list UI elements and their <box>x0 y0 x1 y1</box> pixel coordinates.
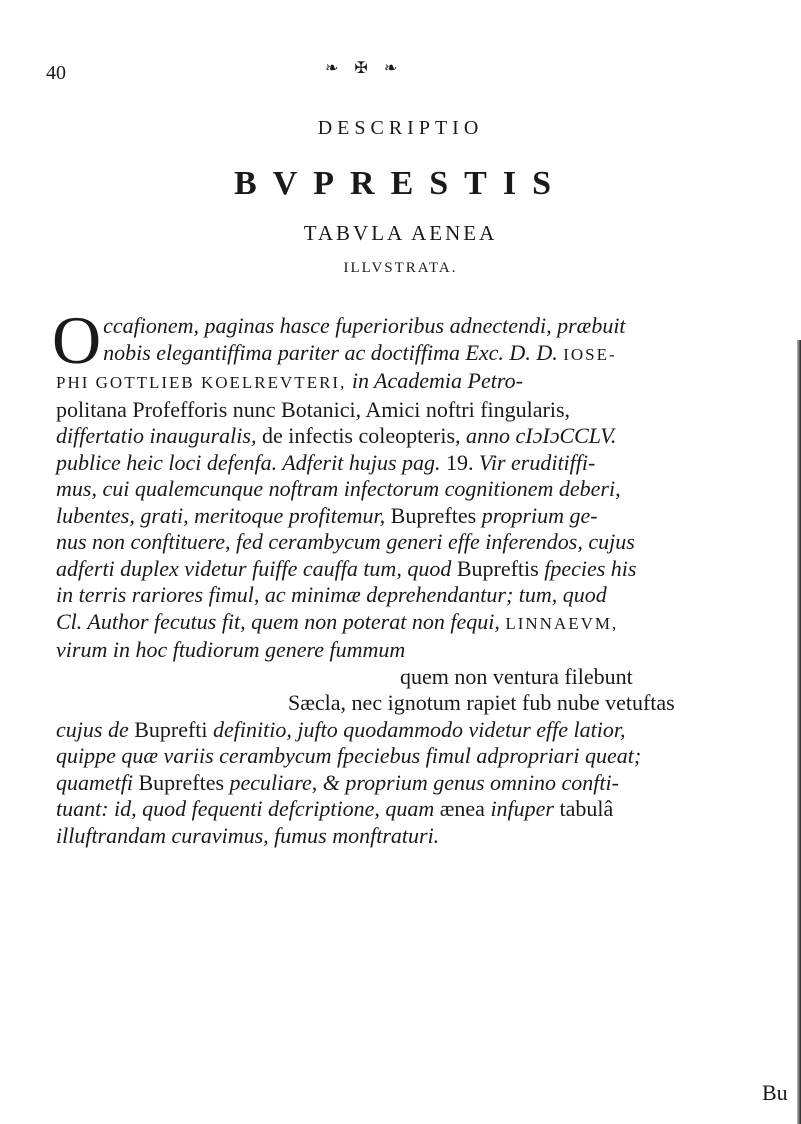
catchword: Bu <box>762 1080 788 1105</box>
text-line: Bupreftis <box>456 555 539 581</box>
page-number: 40 <box>46 62 66 84</box>
text-line: nobis elegantiffima pariter ac doctiffima Exc. D. D. <box>103 339 558 365</box>
text-line: differtatio inauguralis, <box>56 423 257 448</box>
text-line: publice heic loci defenfa. Adferit hujus pag. <box>56 449 441 475</box>
text-line: tuant: id, quod fequenti defcriptione, quam <box>56 796 435 821</box>
title-descriptio: DESCRIPTIO <box>317 117 484 139</box>
title-bvprestis: BVPRESTIS <box>234 165 567 202</box>
text-line: mus, cui qualemcunque noftram infectorum cognitionem deberi, <box>56 476 621 501</box>
text-line: virum in hoc ftudiorum genere fummum <box>56 637 406 662</box>
text-line: de infectis coleopteris, <box>261 423 461 448</box>
text-line: in terris rariores fimul, ac minimæ deprehendantur; tum, quod <box>56 582 607 607</box>
verse-line: quem non ventura filebunt <box>400 663 633 689</box>
text-line: proprium ge- <box>481 502 598 528</box>
text-line: Bupreftes <box>390 502 477 528</box>
text-line: peculiare, & proprium genus omnino confti- <box>229 769 619 795</box>
text-line: nus non conftituere, fed cerambycum generi effe inferendos, cujus <box>56 529 635 554</box>
text-line: politana Profefforis nunc Botanici, Amici noftri fingularis, <box>56 396 571 422</box>
text-line: tabulâ <box>559 796 614 821</box>
title-tabvla-aenea: TABVLA AENEA <box>303 221 498 245</box>
text-line: definitio, jufto quodammodo videtur effe latior, <box>213 716 626 742</box>
text-line: anno cIɔIɔCCLV. <box>466 423 617 448</box>
text-line: Cl. Author fecutus fit, quem non poterat non fequi, <box>56 608 500 634</box>
text-line: infuper <box>490 796 554 821</box>
text-line: ænea <box>439 796 485 821</box>
text-line: Bupreftes <box>138 769 225 795</box>
verse-line: Sæcla, nec ignotum rapiet fub nube vetuftas <box>288 690 675 715</box>
text-line: 19. <box>446 449 474 475</box>
dropcap: O <box>52 302 102 378</box>
text-line: in Academia Petro- <box>351 368 523 393</box>
text-line: lubentes, grati, meritoque profitemur, <box>56 502 386 528</box>
body-text <box>52 302 796 849</box>
text-line: cujus de <box>56 716 129 742</box>
page-edge <box>797 340 801 1124</box>
text-line: adferti duplex videtur fuiffe cauffa tum, quod <box>56 555 452 581</box>
title-illvstrata: ILLVSTRATA. <box>343 260 458 276</box>
header-ornament: ❧ ✠ ❧ <box>325 60 404 77</box>
text-smallcaps: LINNAEVM, <box>505 613 619 633</box>
text-smallcaps: IOSE- <box>563 344 617 364</box>
text-line: fpecies his <box>544 555 637 581</box>
text-line: ccafionem, paginas hasce fuperioribus adnectendi, præbuit <box>103 313 626 338</box>
text-smallcaps: PHI GOTTLIEB KOELREVTERI, <box>56 373 347 392</box>
text-line: quippe quæ variis cerambycum fpeciebus fimul adpropriari queat; <box>56 743 642 768</box>
text-line: illuftrandam curavimus, fumus monftraturi. <box>56 822 440 848</box>
text-line: Buprefti <box>134 716 208 742</box>
text-line: Vir eruditiffi- <box>479 449 596 475</box>
text-line: quametfi <box>56 769 133 795</box>
